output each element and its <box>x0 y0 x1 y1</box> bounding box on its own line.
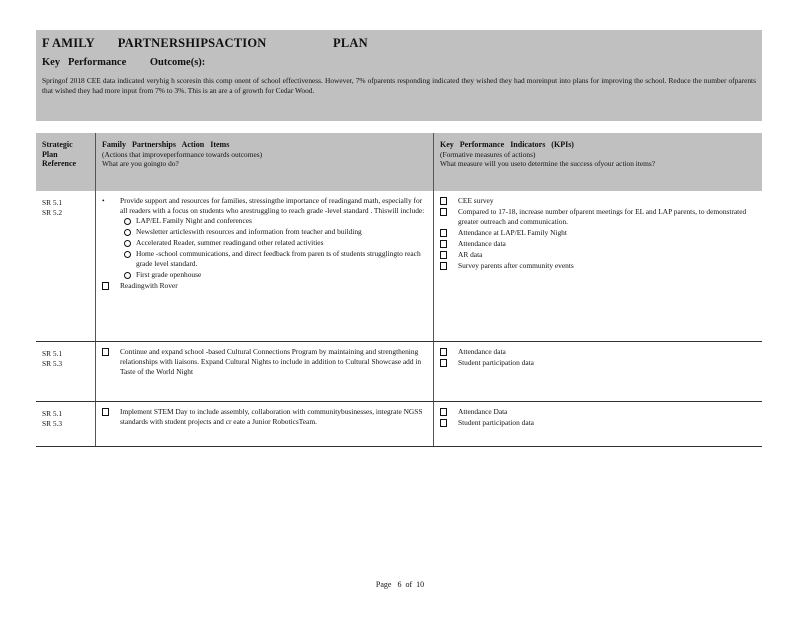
sr-ref: SR 5.3 <box>42 358 63 368</box>
list-item <box>120 270 427 280</box>
kpi-text: Student participation data <box>458 357 534 367</box>
header-strategic-plan-label: Strategic Plan Reference <box>42 140 77 168</box>
kpi-text: Attendance at LAP/EL Family Night <box>458 228 567 237</box>
square-bullet-icon <box>440 240 447 248</box>
list-item <box>120 238 427 248</box>
header-action-items-sub2: What are you goingto do? <box>102 159 179 168</box>
square-bullet-icon <box>440 359 447 367</box>
sub-action-text: Newsletter articleswith resources and information from teacher and building <box>136 227 362 236</box>
action-cell <box>96 401 434 446</box>
kpi-text: Compared to 17-18, increase number ofparent meetings for EL and LAP parents, to demonstrated greater outreach and communication. <box>458 207 747 226</box>
sr-ref: SR 5.1 <box>42 198 63 207</box>
header-kpis-title: Key Performance Indicators (KPIs) <box>440 140 574 149</box>
header-kpis-sub1: (Formative measures of actions) <box>440 149 536 159</box>
square-bullet-icon <box>440 229 447 237</box>
circle-bullet-icon <box>124 240 131 247</box>
list-item <box>440 196 756 206</box>
header-action-items-sub1: (Actions that improveperformance towards outcomes) <box>102 149 263 159</box>
sr-ref: SR 5.1 <box>42 348 63 358</box>
table-header-row <box>36 133 762 191</box>
sr-ref: SR 5.2 <box>42 208 63 217</box>
list-item <box>440 358 756 368</box>
square-bullet-icon <box>102 348 109 356</box>
page-number: Page 6 of 10 <box>375 580 425 589</box>
square-bullet-icon <box>440 197 447 205</box>
list-item <box>102 407 427 427</box>
table-row <box>36 341 762 401</box>
action-text: Readingwith Rover <box>120 281 178 290</box>
list-item <box>440 207 756 227</box>
list-item <box>120 227 427 237</box>
kpi-cell <box>434 341 763 401</box>
square-bullet-icon <box>440 348 447 356</box>
list-item <box>440 261 756 271</box>
square-bullet-icon <box>102 408 109 416</box>
circle-bullet-icon <box>124 229 131 236</box>
action-cell <box>96 191 434 341</box>
square-bullet-icon <box>102 282 109 290</box>
header-kpis-sub2: What measure will you useto determine the success ofyour action items? <box>440 159 656 168</box>
outcome-header-panel <box>36 30 762 121</box>
outcome-description: Springof 2018 CEE data indicated veryhig h scoresin this comp onent of school effectiveness. However, 7% ofparents responding indicated they wished they had moreinput into plans for improving the school. Reduce the number ofparents that wished they had more input from 7% to 3%. This is an are a of growth for Cedar Wood. <box>42 76 756 95</box>
sr-ref: SR 5.1 <box>42 408 63 418</box>
list-item <box>120 249 427 269</box>
list-item <box>120 216 427 226</box>
header-kpis <box>434 133 763 191</box>
action-text: Provide support and resources for families, stressingthe importance of readingand math, especially for all readers with a focus on students who arestruggling to reach grade -level standard . Thiswill include: <box>120 196 425 215</box>
strategic-ref-cell <box>36 191 96 341</box>
header-action-items-title: Family Partnerships Action Items <box>102 140 230 149</box>
kpi-text: Student participation data <box>458 417 534 427</box>
table-row <box>36 191 762 341</box>
action-text: Continue and expand school -based Cultural Connections Program by maintaining and strengthening relationships with liaisons. Expand Cultural Nights to include in addition to Cultural Showcase add in Taste of the World Night <box>120 346 422 376</box>
sr-ref: SR 5.3 <box>42 418 63 428</box>
sub-action-text: First grade openhouse <box>136 270 202 279</box>
sub-action-text: LAP/EL Family Night and conferences <box>136 216 252 225</box>
sub-action-text: Home -school communications, and direct feedback from paren ts of students strugglingto reach grade level standard. <box>136 249 421 268</box>
kpi-cell <box>434 401 763 446</box>
kpi-text: AR data <box>458 250 483 259</box>
list-item <box>102 196 427 280</box>
circle-bullet-icon <box>124 272 131 279</box>
action-text: Implement STEM Day to include assembly, collaboration with communitybusinesses, integrate NGSS standards with student projects and cr eate a Junior RoboticsTeam. <box>120 406 423 426</box>
kpi-text: CEE survey <box>458 196 494 205</box>
header-strategic-plan <box>36 133 96 191</box>
circle-bullet-icon <box>124 251 131 258</box>
list-item <box>440 347 756 357</box>
list-item <box>440 250 756 260</box>
kpi-text: Attendance data <box>458 239 506 248</box>
sub-action-text: Accelerated Reader, summer readingand other related activities <box>136 238 324 247</box>
action-plan-table <box>36 133 762 447</box>
square-bullet-icon <box>440 251 447 259</box>
square-bullet-icon <box>440 208 447 216</box>
strategic-ref-cell <box>36 341 96 401</box>
list-item <box>102 347 427 377</box>
kpo-label: Key Performance Outcome(s): <box>42 57 206 68</box>
kpi-text: Survey parents after community events <box>458 261 574 270</box>
bullet-icon: • <box>102 196 105 205</box>
square-bullet-icon <box>440 419 447 427</box>
table-row <box>36 401 762 446</box>
strategic-ref-cell <box>36 401 96 446</box>
square-bullet-icon <box>440 408 447 416</box>
list-item <box>440 228 756 238</box>
list-item <box>440 239 756 249</box>
kpi-text: Attendance data <box>458 346 506 356</box>
list-item <box>440 418 756 428</box>
action-cell <box>96 341 434 401</box>
square-bullet-icon <box>440 262 447 270</box>
circle-bullet-icon <box>124 218 131 225</box>
page-title: F AMILY PARTNERSHIPSACTION PLAN <box>42 36 368 50</box>
kpi-text: Attendance Data <box>458 406 508 416</box>
header-action-items <box>96 133 434 191</box>
list-item <box>440 407 756 417</box>
list-item <box>102 281 427 291</box>
kpi-cell <box>434 191 763 341</box>
